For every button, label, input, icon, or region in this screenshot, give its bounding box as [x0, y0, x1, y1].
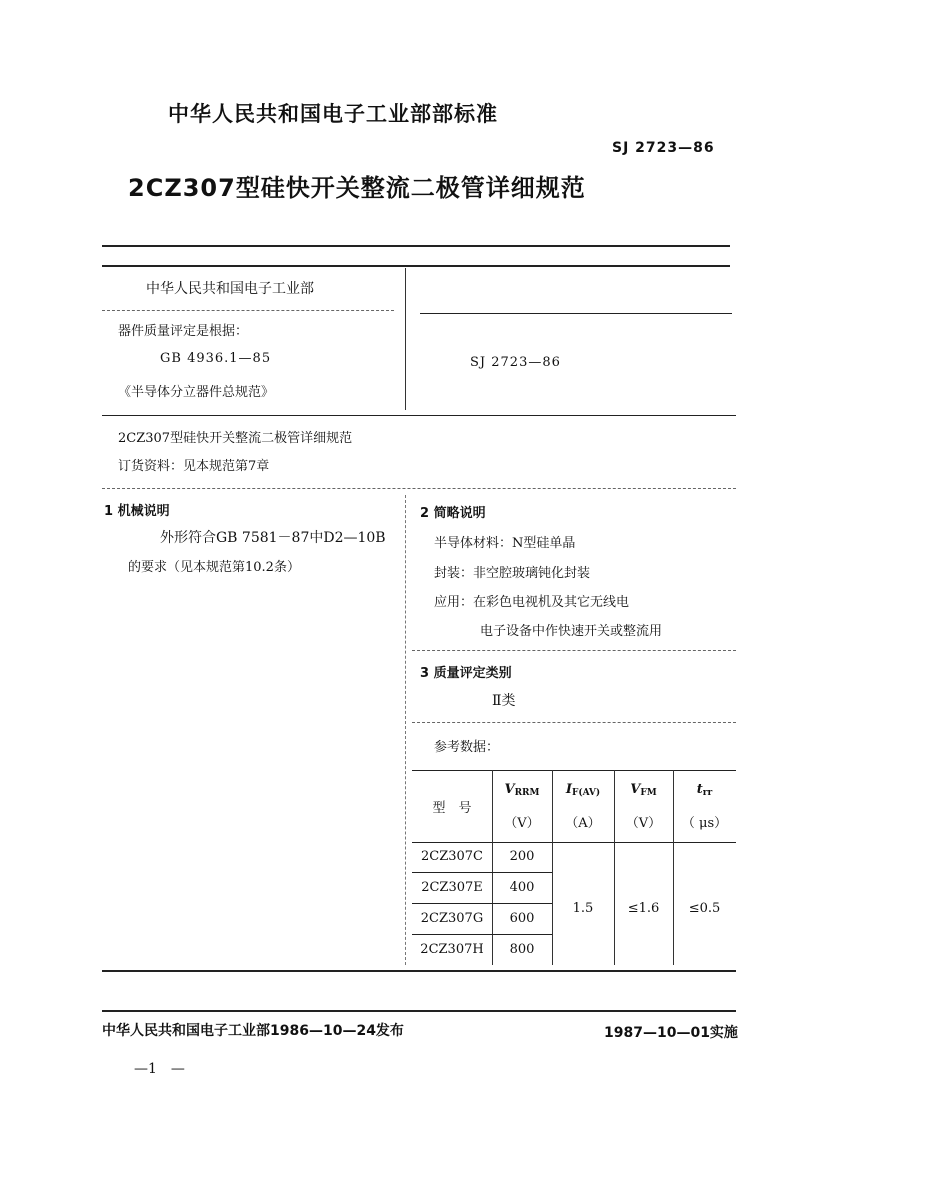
page-number: —1 — — [134, 1061, 185, 1077]
basis-label: 器件质量评定是根据： — [118, 324, 249, 339]
basis-name: 《半导体分立器件总规范》 — [118, 385, 275, 400]
section1-heading: 1 机械说明 — [104, 504, 170, 519]
table-row-model: 2CZ307E — [421, 880, 483, 895]
right-top-rule — [420, 313, 732, 314]
section1-line2: 的要求（见本规范第10.2条） — [128, 560, 300, 575]
vfm-symbol: V — [630, 782, 641, 797]
ministry-standard-heading: 中华人民共和国电子工业部部标准 — [168, 102, 498, 126]
table-row-model: 2CZ307G — [420, 911, 484, 926]
table-header-rule — [412, 842, 736, 843]
basis-standard: GB 4936.1—85 — [160, 351, 272, 366]
standard-code: SJ 2723—86 — [612, 140, 715, 156]
table-row-rule-2 — [412, 903, 552, 904]
trr-symbol: t — [696, 782, 703, 797]
vrrm-symbol: V — [504, 782, 515, 797]
issuer-separator — [102, 310, 394, 311]
issuer-text: 中华人民共和国电子工业部 — [146, 281, 314, 297]
order-info: 订货资料：见本规范第7章 — [118, 459, 270, 474]
table-row-model: 2CZ307H — [420, 942, 484, 957]
header-vfm-unit: （V） — [625, 816, 662, 831]
header-model: 型 号 — [432, 801, 472, 816]
vfm-value: ≤1.6 — [627, 901, 660, 916]
title-rule-upper — [102, 245, 730, 247]
vfm-subscript: FM — [640, 788, 657, 798]
document-title: 2CZ307型硅快开关整流二极管详细规范 — [128, 174, 586, 202]
quality-category: Ⅱ类 — [492, 693, 516, 709]
column-divider — [405, 495, 406, 965]
info-box-divider — [405, 268, 406, 410]
header-if-unit: （A） — [565, 816, 601, 831]
trr-subscript: rr — [702, 788, 713, 798]
section3-bottom-rule — [412, 722, 736, 723]
table-top-rule — [412, 770, 736, 771]
right-standard-code: SJ 2723—86 — [470, 355, 561, 370]
section2-bottom-rule — [412, 650, 736, 651]
table-row-rule-3 — [412, 934, 552, 935]
sections-top-rule — [102, 488, 736, 489]
table-col-divider-3 — [614, 770, 615, 965]
effective-date: 1987—10—01实施 — [604, 1025, 738, 1041]
header-vfm-symbol — [614, 782, 673, 798]
if-symbol: I — [565, 782, 572, 797]
header-vrrm-symbol — [492, 782, 552, 798]
title-rule-lower — [102, 265, 730, 267]
table-row-vrrm: 800 — [509, 942, 535, 957]
vrrm-subscript: RRM — [514, 788, 540, 798]
header-vrrm-unit: （V） — [504, 816, 540, 831]
table-col-divider-1 — [492, 770, 493, 965]
footer-top-rule — [102, 1010, 736, 1012]
table-row-vrrm: 200 — [509, 849, 535, 864]
spec-name: 2CZ307型硅快开关整流二极管详细规范 — [118, 431, 353, 446]
header-if-symbol — [552, 782, 614, 798]
section2-material: 半导体材料：N型硅单晶 — [434, 536, 576, 551]
reference-label: 参考数据： — [434, 740, 500, 755]
section2-package: 封装：非空腔玻璃钝化封装 — [434, 566, 591, 581]
section2-application1: 应用：在彩色电视机及其它无线电 — [434, 595, 630, 610]
section3-heading: 3 质量评定类别 — [420, 666, 512, 681]
table-row-vrrm: 600 — [509, 911, 535, 926]
if-value: 1.5 — [572, 901, 594, 916]
header-trr-symbol — [673, 782, 736, 798]
section2-heading: 2 简略说明 — [420, 506, 486, 521]
issue-date: 中华人民共和国电子工业部1986—10—24发布 — [102, 1023, 404, 1039]
body-bottom-rule — [102, 970, 736, 972]
section1-line1: 外形符合GB 7581－87中D2—10B — [160, 530, 386, 546]
header-trr-unit: （ μs） — [681, 816, 728, 831]
table-col-divider-4 — [673, 770, 674, 965]
trr-value: ≤0.5 — [688, 901, 721, 916]
section2-application2: 电子设备中作快速开关或整流用 — [480, 624, 663, 639]
info-box-bottom-rule — [102, 415, 736, 416]
table-row-vrrm: 400 — [509, 880, 535, 895]
if-subscript: F(AV) — [571, 788, 601, 798]
table-col-divider-2 — [552, 770, 553, 965]
table-row-model: 2CZ307C — [420, 849, 483, 864]
table-row-rule-1 — [412, 872, 552, 873]
